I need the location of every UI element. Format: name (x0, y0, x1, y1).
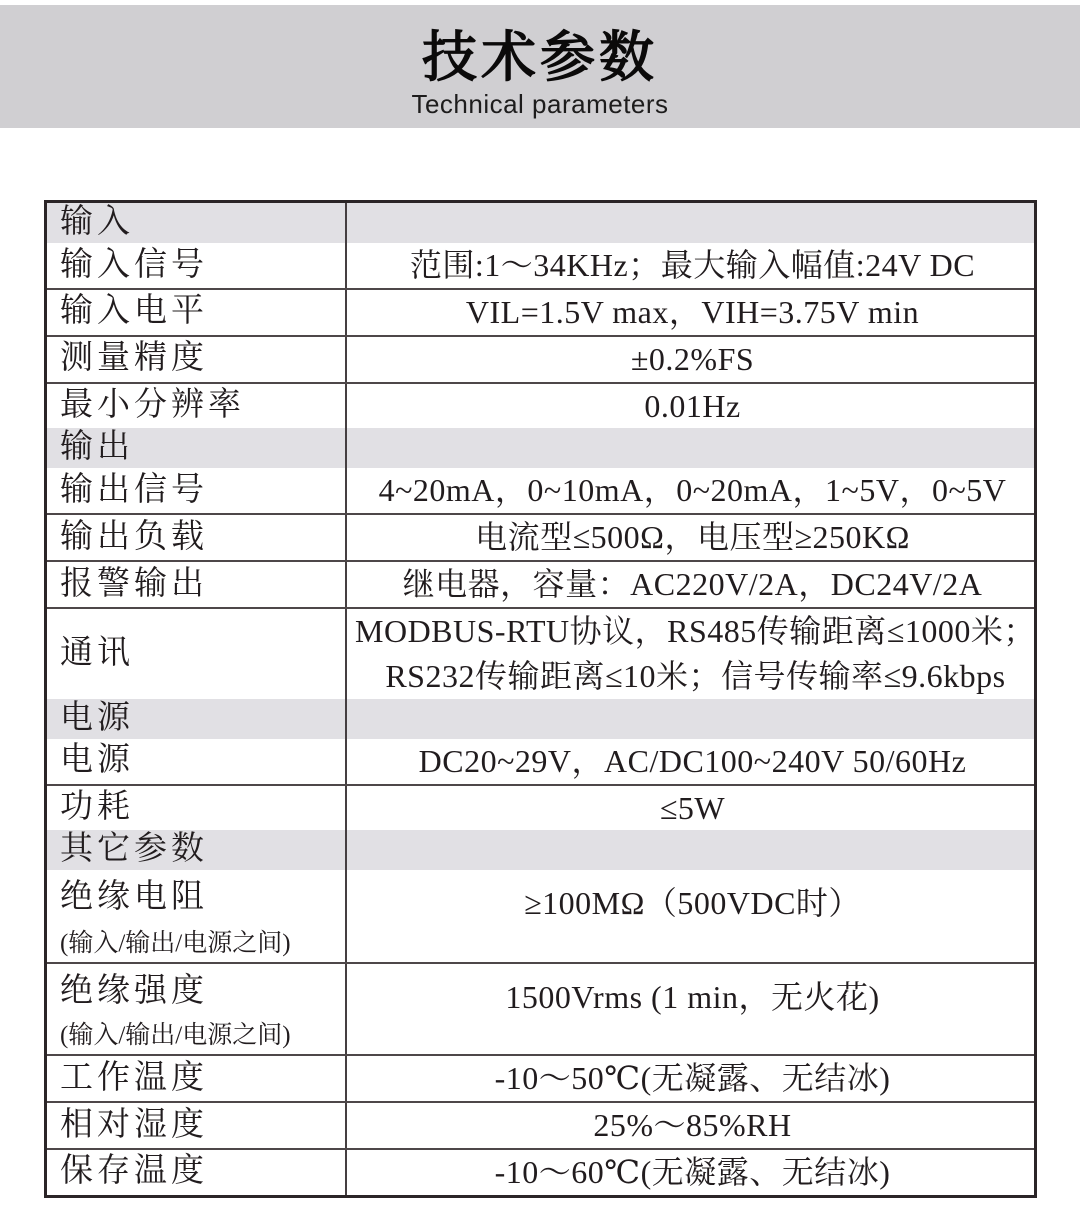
param-label-cell (47, 428, 347, 468)
param-value-cell (347, 515, 1034, 560)
table-row (47, 560, 1034, 607)
section-row (47, 428, 1034, 468)
table-row (47, 513, 1034, 560)
param-label-cell (47, 609, 347, 699)
table-row (47, 382, 1034, 429)
section-row (47, 830, 1034, 870)
table-row (47, 962, 1034, 1054)
param-label-cell (47, 786, 347, 831)
param-value-line: DC20~29V，AC/DC100~240V 50/60Hz (418, 742, 967, 779)
param-label-cell (47, 830, 347, 870)
param-label: 绝缘电阻 (60, 879, 208, 916)
param-value-cell (347, 384, 1034, 429)
param-value-cell (347, 243, 1034, 288)
param-value-line: 1500Vrms (1 min，无火花) (505, 979, 880, 1016)
param-label-cell (47, 562, 347, 607)
param-value-line: ≤5W (659, 789, 726, 826)
param-value-cell (347, 830, 1034, 870)
param-label-cell (47, 290, 347, 335)
param-value-cell (347, 786, 1034, 831)
table-row (47, 1054, 1034, 1101)
param-label: 工作温度 (60, 1059, 208, 1096)
table-row (47, 1148, 1034, 1195)
param-value-line: RS232传输距离≤10米；信号传输率≤9.6kbps (385, 657, 1006, 694)
table-row (47, 1101, 1034, 1148)
param-value-cell (347, 468, 1034, 513)
param-label: 保存温度 (60, 1153, 208, 1190)
param-value-line: ≥100MΩ（500VDC时） (524, 885, 861, 922)
param-value-line: 继电器，容量：AC220V/2A，DC24V/2A (402, 566, 983, 603)
param-label: 输入 (60, 204, 134, 241)
param-label: 最小分辨率 (60, 387, 245, 424)
table-row (47, 870, 1034, 962)
table-row (47, 784, 1034, 831)
param-label-cell (47, 739, 347, 784)
param-value-cell (347, 870, 1034, 962)
param-label-cell (47, 699, 347, 739)
param-label-cell (47, 243, 347, 288)
table-row (47, 607, 1034, 699)
param-label: 输出 (60, 429, 134, 466)
param-value-line: 范围:1～34KHz；最大输入幅值:24V DC (409, 247, 976, 284)
page-subtitle: Technical parameters (411, 88, 669, 119)
param-sublabel: (输入/输出/电源之间) (60, 929, 291, 957)
param-value-cell (347, 1056, 1034, 1101)
param-value-line: 电流型≤500Ω，电压型≥250KΩ (475, 519, 910, 556)
param-label: 输出负载 (60, 518, 208, 555)
param-value-line: ±0.2%FS (630, 340, 755, 377)
param-label-cell (47, 203, 347, 243)
param-label: 报警输出 (60, 565, 208, 602)
param-label-cell (47, 964, 347, 1054)
param-value-line: -10～50℃(无凝露、无结冰) (494, 1060, 891, 1097)
table-row (47, 335, 1034, 382)
param-label: 输入信号 (60, 246, 208, 283)
param-value-cell (347, 203, 1034, 243)
param-label: 电源 (60, 742, 134, 779)
table-row (47, 243, 1034, 288)
param-label-cell (47, 1150, 347, 1195)
param-label-cell (47, 515, 347, 560)
param-value-cell (347, 739, 1034, 784)
param-label-cell (47, 384, 347, 429)
param-label: 其它参数 (60, 831, 208, 868)
param-label: 功耗 (60, 789, 134, 825)
param-label-cell (47, 337, 347, 382)
param-label-cell (47, 870, 347, 962)
param-label: 相对湿度 (60, 1106, 208, 1143)
param-value-cell (347, 337, 1034, 382)
param-value-cell (347, 964, 1034, 1054)
param-value-cell (347, 428, 1034, 468)
param-label: 测量精度 (60, 340, 208, 377)
table-row (47, 468, 1034, 513)
section-row (47, 699, 1034, 739)
param-label: 绝缘强度 (60, 973, 208, 1010)
param-value-line: 0.01Hz (644, 387, 741, 424)
param-label-cell (47, 468, 347, 513)
param-sublabel: (输入/输出/电源之间) (60, 1021, 291, 1049)
param-label: 输出信号 (60, 471, 208, 508)
param-value-line: VIL=1.5V max，VIH=3.75V min (465, 294, 920, 330)
param-value-cell (347, 1103, 1034, 1148)
param-value-line: 25%～85%RH (593, 1107, 792, 1144)
param-value-line: -10～60℃(无凝露、无结冰) (494, 1153, 891, 1190)
param-label-cell (47, 1103, 347, 1148)
param-value-cell (347, 1150, 1034, 1195)
section-row (47, 203, 1034, 243)
param-value-cell (347, 699, 1034, 739)
param-value-cell (347, 562, 1034, 607)
param-label: 输入电平 (60, 293, 208, 330)
page-title: 技术参数 (421, 26, 658, 88)
table-row (47, 288, 1034, 335)
header-band (0, 5, 1080, 128)
param-label: 电源 (60, 699, 134, 736)
param-value-line: MODBUS-RTU协议，RS485传输距离≤1000米； (355, 612, 1036, 649)
param-label-cell (47, 1056, 347, 1101)
param-value-cell (347, 609, 1040, 699)
table-row (47, 739, 1034, 784)
param-value-cell (347, 290, 1034, 335)
parameters-table (44, 200, 1037, 1198)
param-value-line: 4~20mA，0~10mA，0~20mA，1~5V，0~5V (378, 472, 1007, 509)
param-label: 通讯 (60, 634, 134, 671)
